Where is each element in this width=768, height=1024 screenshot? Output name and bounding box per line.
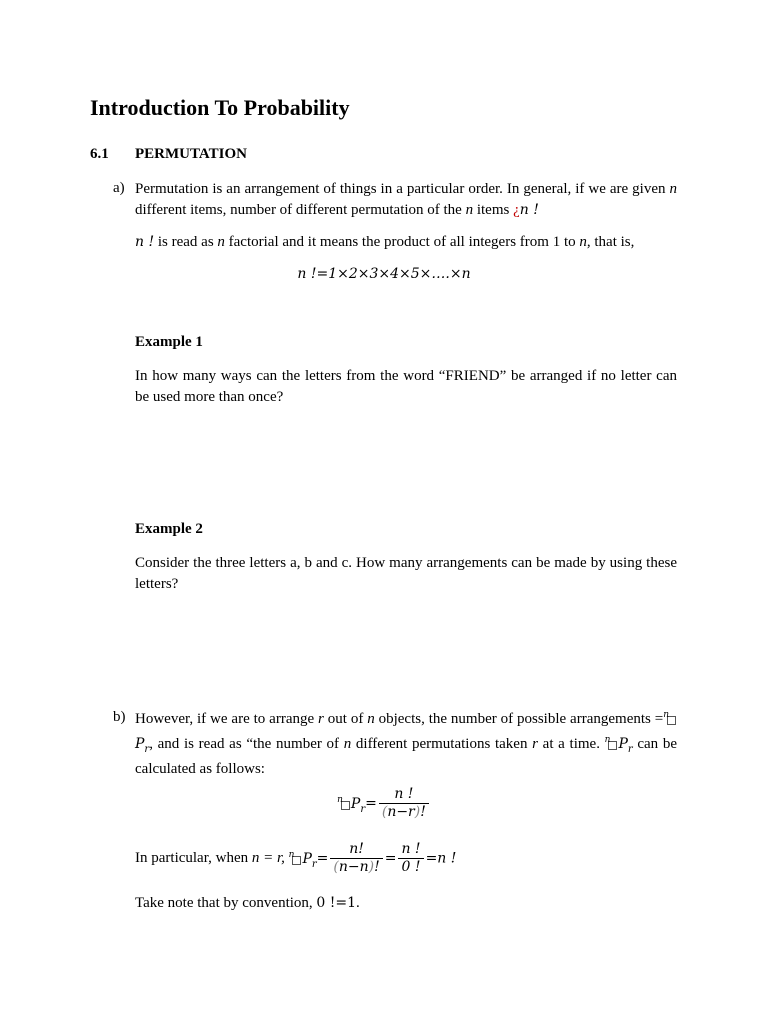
equals-sign: = xyxy=(365,795,377,812)
item-a-text-2b: items xyxy=(476,202,510,218)
denominator-expr: n−r xyxy=(387,804,415,820)
result-term: n ! xyxy=(437,850,457,867)
fraction-numerator: n ! xyxy=(379,786,429,804)
item-b-text-5: , and is read as “the number of xyxy=(149,736,340,752)
equals-sign: = xyxy=(425,850,438,867)
example-1-heading: Example 1 xyxy=(135,334,203,350)
superscript-n: n xyxy=(288,849,295,860)
odd-glyph: ¿ xyxy=(513,202,520,218)
var-r: r xyxy=(318,711,324,727)
note-period: . xyxy=(356,895,360,911)
n-factorial: n ! xyxy=(519,202,539,218)
note-formula: 0 !=1 xyxy=(316,895,357,911)
item-b-text-6: different permutations taken xyxy=(355,736,528,752)
example-2-text: Consider the three letters a, b and c. How many arrangements can be made by using these letters? xyxy=(135,555,677,592)
item-b-text-1: However, if we are to arrange xyxy=(135,711,315,727)
subscript-r: r xyxy=(627,744,633,755)
def-text-2: factorial and it means the product of all integers from 1 to xyxy=(224,234,580,250)
equals-sign: = xyxy=(316,850,329,867)
particular-condition: n = r, xyxy=(251,850,285,866)
var-r: r xyxy=(532,736,538,752)
var-n: n xyxy=(343,736,352,752)
p-letter: P xyxy=(302,850,312,867)
item-a-marker: a) xyxy=(113,180,125,196)
item-b-text-3: objects, the number of possible arrangements xyxy=(378,711,651,727)
superscript-n: n xyxy=(663,710,670,720)
var-n: n xyxy=(465,202,474,218)
item-b-text-2: out of xyxy=(327,711,364,727)
note-text: Take note that by convention, xyxy=(135,895,313,911)
npr-symbol xyxy=(337,794,366,815)
p-letter: P xyxy=(350,795,361,812)
fraction-numerator: n! xyxy=(330,841,382,859)
fraction xyxy=(398,841,423,876)
var-n: n xyxy=(579,234,587,250)
subscript-r: r xyxy=(360,803,366,815)
def-text-3: , that is, xyxy=(586,234,635,250)
item-b-text-9: calculated as follows: xyxy=(135,761,265,777)
subscript-r: r xyxy=(311,858,317,870)
fraction-denominator: (n−r)! xyxy=(381,804,426,820)
denominator-factorial: ! xyxy=(420,804,426,820)
denominator-expr: n−n xyxy=(338,859,369,875)
item-b-text-8: can be xyxy=(637,736,677,752)
var-n: n xyxy=(367,711,375,727)
item-a-text-2a: different items, number of different permutation of the xyxy=(135,202,462,218)
npr-symbol xyxy=(288,849,317,870)
factorial-formula: n !=1×2×3×4×5×….×n xyxy=(297,266,471,282)
item-b-marker: b) xyxy=(113,709,126,725)
particular-case xyxy=(135,841,456,876)
superscript-n: n xyxy=(337,794,343,805)
item-b-text-7: at a time. xyxy=(542,736,600,752)
page-title: Introduction To Probability xyxy=(90,95,350,120)
fraction-numerator: n ! xyxy=(398,841,423,859)
def-text-1: is read as xyxy=(154,234,218,250)
npr-formula xyxy=(0,786,768,821)
fraction xyxy=(330,841,382,876)
section-heading: PERMUTATION xyxy=(135,146,247,162)
p-letter: P xyxy=(135,736,145,752)
particular-lead: In particular, when xyxy=(135,850,249,866)
factorial-definition xyxy=(135,232,677,253)
var-n: n xyxy=(669,181,678,197)
convention-note xyxy=(135,895,360,912)
item-a-text-1: Permutation is an arrangement of things in a particular order. In general, if we are given xyxy=(135,181,666,197)
item-b-paragraph xyxy=(135,708,677,781)
subscript-r: r xyxy=(144,744,150,755)
fraction-denominator: 0 ! xyxy=(401,859,421,875)
fraction xyxy=(379,786,429,821)
p-letter: P xyxy=(618,736,628,752)
denominator-factorial: ! xyxy=(374,859,380,875)
item-a-paragraph xyxy=(135,179,677,221)
npr-symbol xyxy=(604,735,633,755)
example-2-heading: Example 2 xyxy=(135,521,203,537)
n-factorial-term: n ! xyxy=(135,234,155,250)
equals-sign: = xyxy=(654,711,664,727)
var-n: n xyxy=(217,234,225,250)
equals-sign: = xyxy=(384,850,397,867)
section-number: 6.1 xyxy=(90,146,109,162)
fraction-denominator: (n−n)! xyxy=(333,859,380,875)
example-1-text: In how many ways can the letters from the word “FRIEND” be arranged if no letter can be used more than once? xyxy=(135,368,677,405)
superscript-n: n xyxy=(604,735,611,745)
